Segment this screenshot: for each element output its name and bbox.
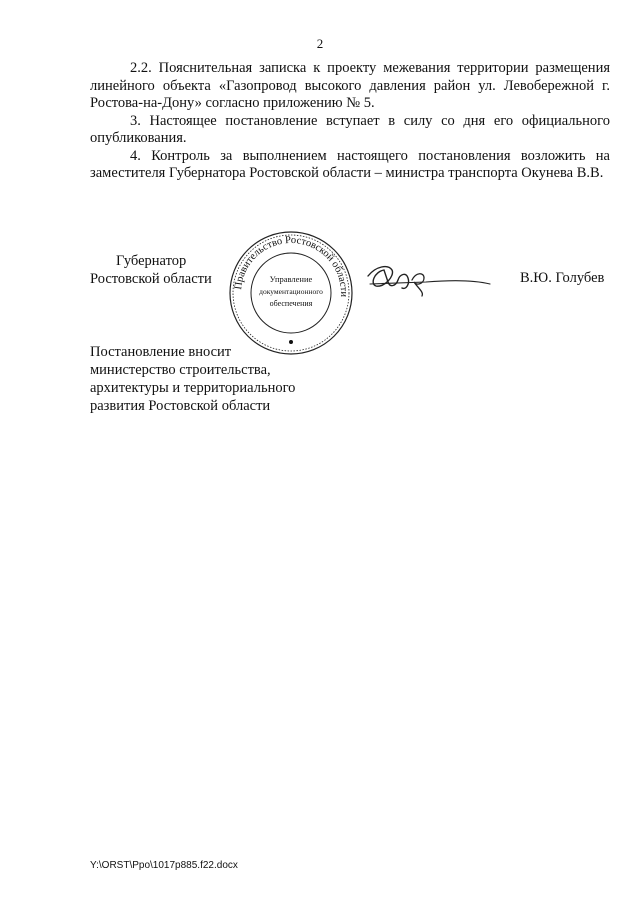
paragraph-3: 3. Настоящее постановление вступает в силу со дня его официального опубликования. <box>90 112 610 146</box>
seal-inner-line2: документационного <box>259 287 323 296</box>
page-number: 2 <box>316 36 324 51</box>
handwritten-signature <box>362 258 492 298</box>
body-text <box>90 60 610 183</box>
file-path: Y:\ORST\Ppo\1017p885.f22.docx <box>90 860 238 871</box>
paragraph-2-2: 2.2. Пояснительная записка к проекту межевания территории размещения линейного объекта «Газопровод высокого давления район ул. Левобережной г. Ростова-на-Дону» согласно приложению № 5. <box>90 60 610 111</box>
seal-inner-line3: обеспечения <box>269 299 313 308</box>
submitter-block <box>90 343 295 415</box>
submitter-line4: развития Ростовской области <box>90 398 271 414</box>
governor-title-line2: Ростовской области <box>90 271 212 287</box>
paragraph-4: 4. Контроль за выполнением настоящего постановления возложить на заместителя Губернатора Ростовской области – министра транспорта Окунева В.В. <box>90 147 610 181</box>
governor-title-line1: Губернатор <box>116 253 187 269</box>
governor-title <box>90 252 212 288</box>
submitter-line3: архитектуры и территориального <box>90 380 296 396</box>
seal-outer-text: Правительство Ростовской области <box>233 234 350 298</box>
seal-inner-line1: Управление <box>269 274 313 284</box>
submitter-line1: Постановление вносит <box>90 344 232 360</box>
governor-name: В.Ю. Голубев <box>520 270 605 286</box>
official-seal <box>228 230 354 356</box>
submitter-line2: министерство строительства, <box>90 362 271 378</box>
